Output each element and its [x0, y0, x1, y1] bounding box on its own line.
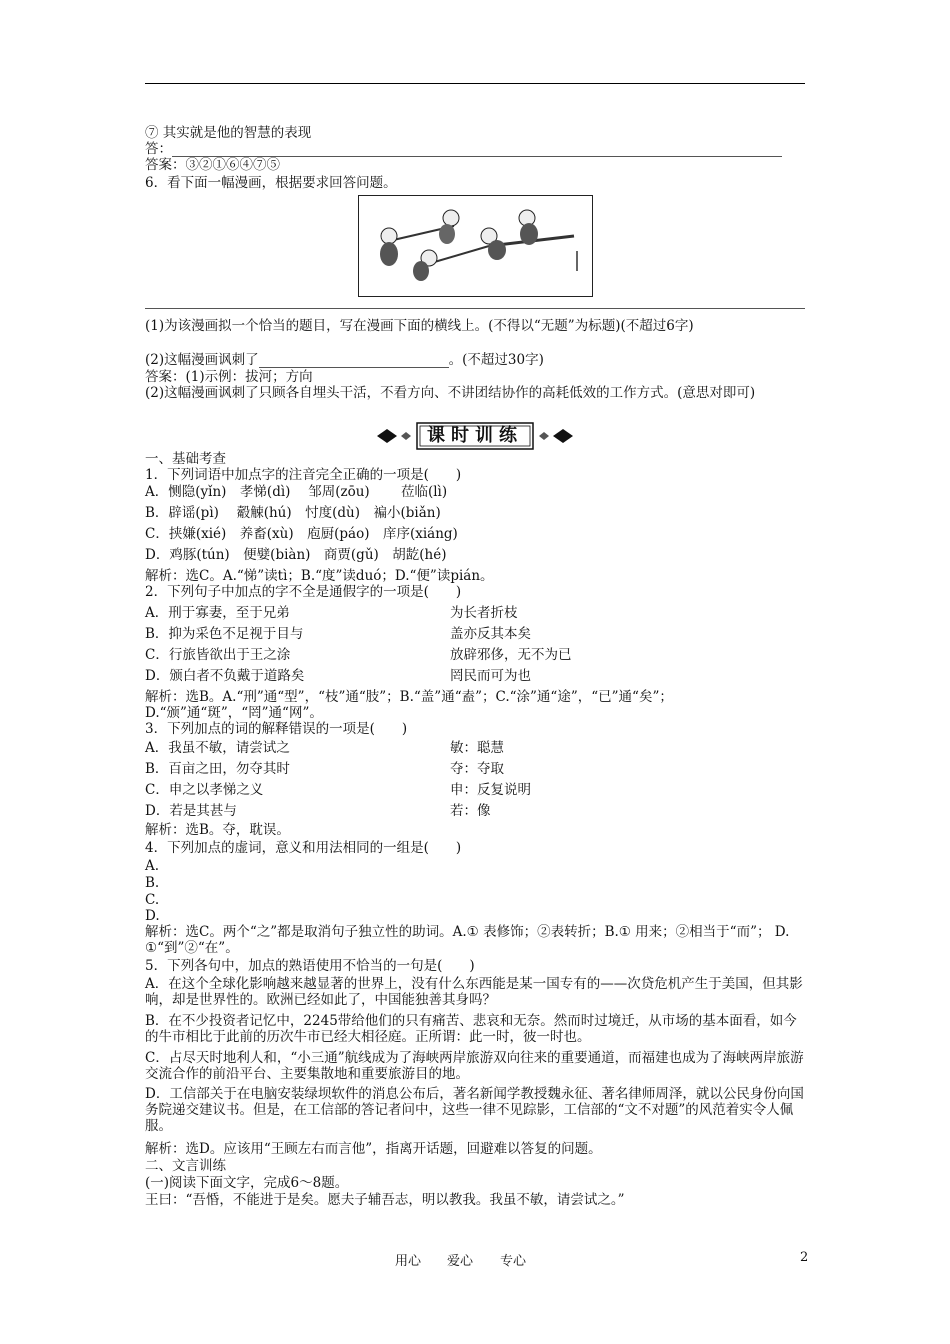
- q1-option-c: C．挟嫌(xié) 养畜(xù) 庖厨(páo) 庠序(xiáng): [145, 526, 458, 542]
- q6-answer-2: (2)这幅漫画讽刺了只顾各自埋头干活，不看方向、不讲团结协作的高耗低效的工作方式。(意思对即可): [145, 385, 756, 401]
- page-number: 2: [800, 1250, 809, 1265]
- q3-row-a-right: 敏：聪慧: [450, 740, 504, 756]
- q4-option-d: D.: [145, 908, 160, 924]
- q1-stem: 1．下列词语中加点字的注音完全正确的一项是( ): [145, 467, 462, 483]
- q2-row-b-right: 盖亦反其本矣: [450, 626, 531, 642]
- q3-row-d-left: D．若是其甚与: [145, 803, 237, 819]
- footer-slogan-3: 专心: [500, 1254, 527, 1269]
- q2-row-a-left: A．刑于寡妻，至于兄弟: [145, 605, 290, 621]
- q5-analysis: 解析：选D。应该用“王顾左右而言他”，指离开话题，回避难以答复的问题。: [145, 1141, 602, 1157]
- section2-title: 二、文言训练: [145, 1158, 226, 1174]
- q4-option-a: A.: [145, 858, 160, 874]
- q2-row-a-right: 为长者折枝: [450, 605, 518, 621]
- q3-stem: 3．下列加点的词的解释错误的一项是( ): [145, 721, 408, 737]
- q1-option-b: B．辟谣(pì) 觳觫(hú) 忖度(dù) 褊小(biǎn): [145, 505, 441, 521]
- header-rule: [145, 83, 805, 84]
- q3-row-d-right: 若：像: [450, 803, 491, 819]
- q3-analysis: 解析：选B。夺，耽误。: [145, 822, 290, 838]
- section2-quote: 王曰：“吾惛，不能进于是矣。愿夫子辅吾志，明以教我。我虽不敏，请尝试之。”: [145, 1192, 625, 1208]
- q1-option-d: D．鸡豚(tún) 便嬖(biàn) 商贾(gǔ) 胡龁(hé): [145, 547, 447, 563]
- q5-answer: 答案：③②①⑥④⑦⑤: [145, 157, 280, 173]
- q6-prompt: 6．看下面一幅漫画，根据要求回答问题。: [145, 175, 397, 191]
- q3-row-b-right: 夺：夺取: [450, 761, 504, 777]
- q6-sub2-prefix: (2)这幅漫画讽刺了: [145, 352, 259, 368]
- q5-option-b: B．在不少投资者记忆中，2245带给他们的只有痛苦、悲哀和无奈。然而时过境迁，从市场的基本面看，如今的牛市相比于此前的历次牛市已经大相径庭。正所谓：此一时，彼一时也。: [145, 1013, 797, 1045]
- q3-row-a-left: A．我虽不敏，请尝试之: [145, 740, 290, 756]
- q4-stem: 4．下列加点的虚词，意义和用法相同的一组是( ): [145, 840, 462, 856]
- q1-option-a: A．恻隐(yǐn) 孝悌(dì) 邹周(zōu) 莅临(lì): [145, 484, 448, 500]
- banner-title: 课时训练: [427, 425, 523, 446]
- section-banner: [375, 422, 575, 450]
- q2-row-b-left: B．抑为采色不足视于目与: [145, 626, 304, 642]
- q5-option-d: D．工信部关于在电脑安装绿坝软件的消息公布后，著名新闻学教授魏永征、著名律师周泽，就以公民身份向国务院递交建议书。但是，在工信部的答记者问中，这些一律不见踪影，工信部的“文不对题”的风范着实令人佩服。: [145, 1086, 804, 1134]
- section2-sub: (一)阅读下面文字，完成6～8题。: [145, 1175, 349, 1191]
- section1-title: 一、基础考查: [145, 451, 226, 467]
- q3-row-c-left: C．申之以孝悌之义: [145, 782, 264, 798]
- footer-slogan-1: 用心: [395, 1254, 422, 1269]
- q4-analysis: 解析：选C。两个“之”都是取消句子独立性的助词。A.① 表修饰；②表转折；B.① 用来；②相当于“而”； D. ①“到”②“在”。: [145, 924, 790, 956]
- q2-row-d-left: D．颁白者不负戴于道路矣: [145, 668, 305, 684]
- q2-row-d-right: 罔民而可为也: [450, 668, 531, 684]
- q4-option-b: B.: [145, 875, 160, 891]
- q5-option-a: A．在这个全球化影响越来越显著的世界上，没有什么东西能是某一国专有的——次贷危机产生于美国，但其影响，却是世界性的。欧洲已经如此了，中国能独善其身吗？: [145, 976, 803, 1008]
- q4-option-c: C.: [145, 892, 160, 908]
- q3-row-c-right: 申：反复说明: [450, 782, 531, 798]
- q2-analysis: 解析：选B。A.“刑”通“型”，“枝”通“肢”；B.“盖”通“盍”；C.“涂”通“途”，“已”通“矣”；D.“颁”通“斑”，“罔”通“网”。: [145, 689, 673, 721]
- q2-row-c-right: 放辟邪侈，无不为已: [450, 647, 572, 663]
- q6-answer-1: 答案：(1)示例：拔河；方向: [145, 369, 313, 385]
- q6-sub1: (1)为该漫画拟一个恰当的题目，写在漫画下面的横线上。(不得以“无题”为标题)(不超过6字): [145, 318, 694, 334]
- q5-item-7: ⑦ 其实就是他的智慧的表现: [145, 125, 312, 141]
- q3-row-b-left: B．百亩之田，勿夺其时: [145, 761, 290, 777]
- q5-option-c: C．占尽天时地利人和，“小三通”航线成为了海峡两岸旅游双向往来的重要通道，而福建也成为了海峡两岸旅游交流合作的前沿平台、主要集散地和重要旅游目的地。: [145, 1050, 804, 1082]
- answer-blank-line: [145, 141, 782, 157]
- q5-stem: 5．下列各句中，加点的熟语使用不恰当的一句是( ): [145, 958, 475, 974]
- answer-prefix: 答：: [145, 141, 172, 157]
- tug-of-war-cartoon: [358, 195, 593, 297]
- q6-sub2: [145, 352, 544, 368]
- q2-row-c-left: C．行旅皆欲出于王之涂: [145, 647, 291, 663]
- q1-analysis: 解析：选C。A.“悌”读tì；B.“度”读duó；D.“便”读pián。: [145, 568, 494, 584]
- cartoon-title-blank: [145, 308, 805, 309]
- q2-stem: 2．下列句子中加点的字不全是通假字的一项是( ): [145, 584, 462, 600]
- q6-sub2-suffix: 。(不超过30字): [448, 352, 544, 368]
- footer-slogan-2: 爱心: [447, 1254, 474, 1269]
